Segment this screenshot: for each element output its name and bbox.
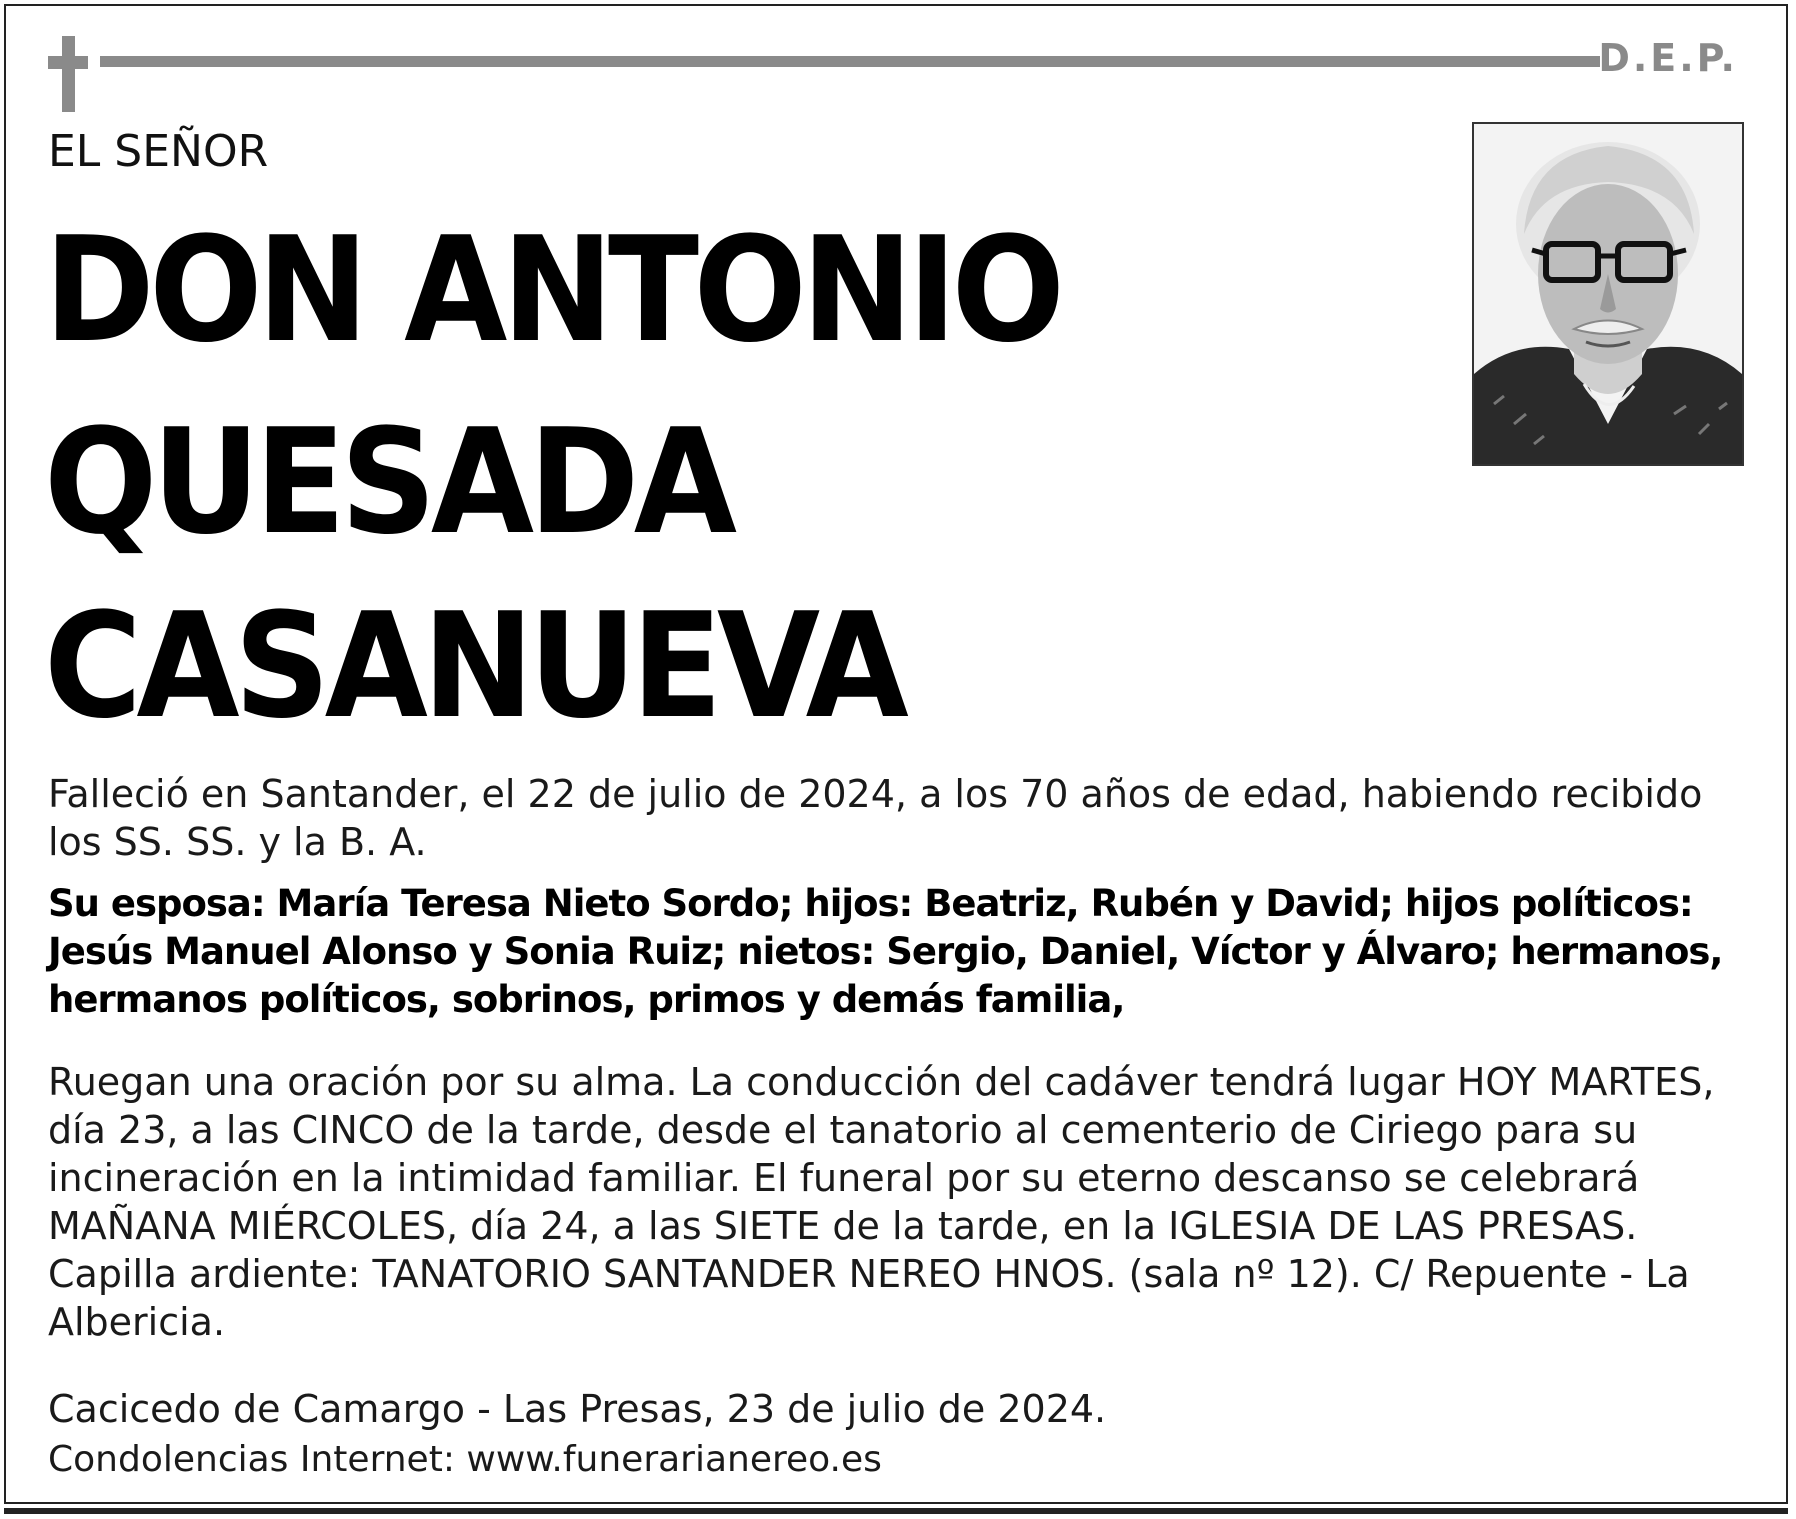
condolences-line: Condolencias Internet: www.funerarianereo.es [48, 1439, 882, 1480]
portrait-illustration [1474, 124, 1742, 464]
name-line-3: CASANUEVA [44, 582, 904, 751]
bottom-rule [4, 1508, 1788, 1514]
header-rule [100, 56, 1600, 67]
dep-label: D.E.P. [1598, 36, 1738, 80]
place-date: Cacicedo de Camargo - Las Presas, 23 de julio de 2024. [48, 1387, 1107, 1431]
pre-title: EL SEÑOR [48, 126, 269, 177]
death-paragraph: Falleció en Santander, el 22 de julio de 2024, a los 70 años de edad, habiendo recibido los SS. SS. y la B. A. [48, 772, 1703, 864]
family-paragraph: Su esposa: María Teresa Nieto Sordo; hijos: Beatriz, Rubén y David; hijos políticos: Jesús Manuel Alonso y Sonia Ruiz; nietos: Sergio, Daniel, Víctor y Álvaro; hermanos, hermanos políticos, sobrinos, primos y demás familia, [48, 882, 1723, 1021]
name-line-1: DON ANTONIO [44, 206, 1060, 375]
service-paragraph: Ruegan una oración por su alma. La conducción del cadáver tendrá lugar HOY MARTES, día 23, a las CINCO de la tarde, desde el tanatorio al cementerio de Ciriego para su incineración en la intimidad familiar. El funeral por su eterno descanso se celebrará MAÑANA MIÉRCOLES, día 24, a las SIETE de la tarde, en la IGLESIA DE LAS PRESAS. Capilla ardiente: TANATORIO SANTANDER NEREO HNOS. (sala nº 12). C/ Repuente - La Albericia. [48, 1060, 1715, 1344]
name-line-2: QUESADA [44, 398, 732, 567]
portrait-photo [1472, 122, 1744, 466]
cross-icon [48, 36, 88, 112]
